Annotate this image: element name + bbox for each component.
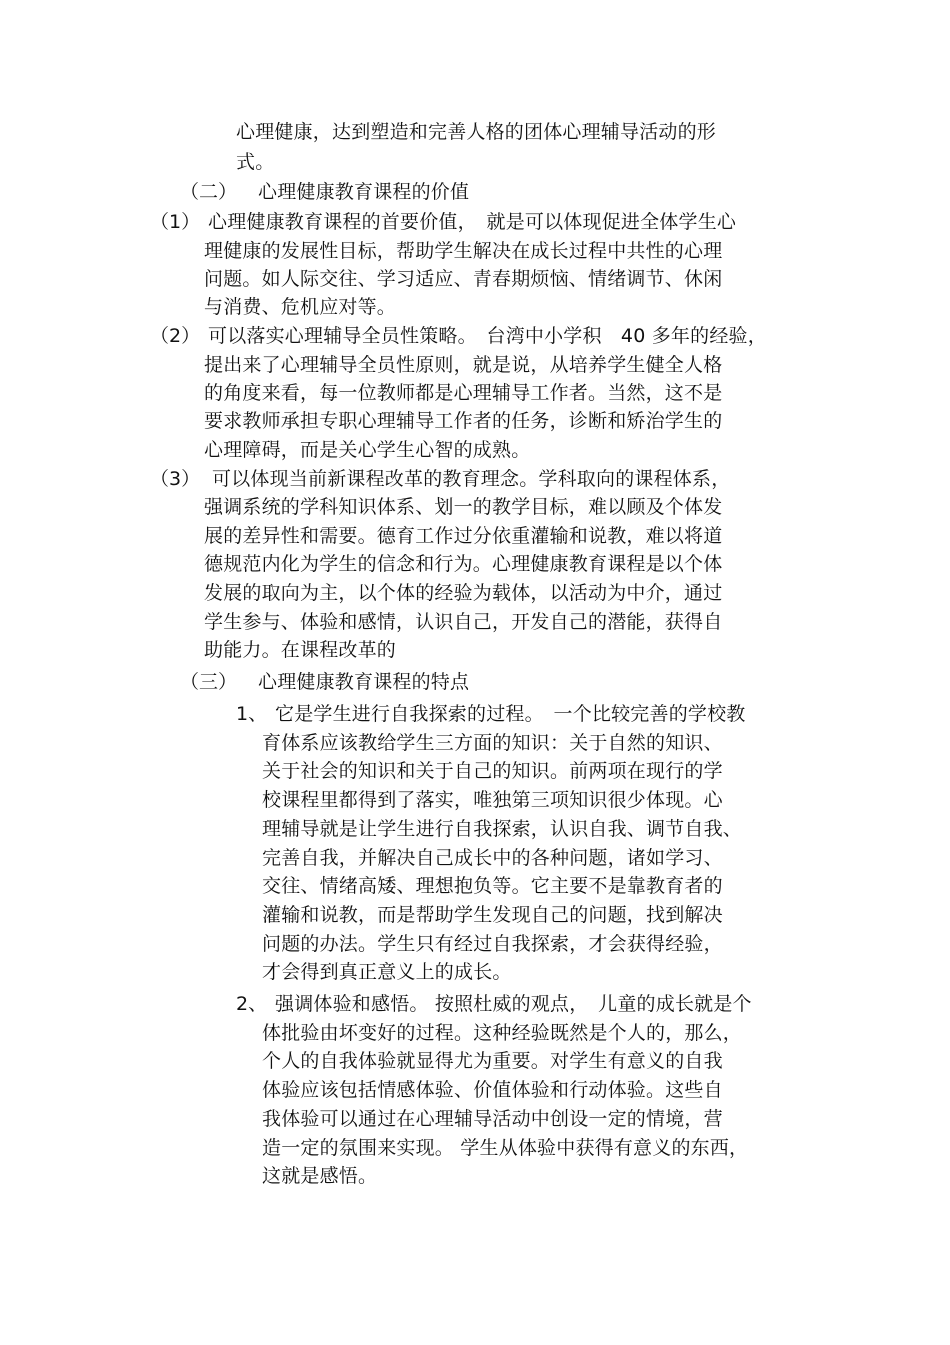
feature-1-line: 理辅导就是让学生进行自我探索，认识自我、调节自我、 xyxy=(262,818,743,840)
feature-1-line: 关于社会的知识和关于自己的知识。前两项在现行的学 xyxy=(262,760,723,782)
item-3-line: 德规范内化为学生的信念和行为。心理健康教育课程是以个体 xyxy=(204,553,723,575)
item-1-line: 理健康的发展性目标，帮助学生解决在成长过程中共性的心理 xyxy=(204,240,723,262)
feature-1-line: 完善自我，并解决自己成长中的各种问题，诸如学习、 xyxy=(262,847,723,869)
intro-line: 心理健康，达到塑造和完善人格的团体心理辅导活动的形 xyxy=(236,121,717,143)
item-3-line: 发展的取向为主，以个体的经验为载体，以活动为中介，通过 xyxy=(204,582,723,604)
item-1-line: 与消费、危机应对等。 xyxy=(204,296,397,318)
feature-1-marker: 1、 xyxy=(236,703,268,725)
feature-1-line: 育体系应该教给学生三方面的知识：关于自然的知识、 xyxy=(262,732,723,754)
item-3-line: 可以体现当前新课程改革的教育理念。学科取向的课程体系， xyxy=(212,468,731,490)
item-3-line: 助能力。在课程改革的 xyxy=(204,639,397,661)
feature-1-line: 它是学生进行自我探索的过程。 一个比较完善的学校教 xyxy=(275,703,746,725)
feature-1-line: 校课程里都得到了落实，唯独第三项知识很少体现。心 xyxy=(262,789,723,811)
section-3-marker: （三） xyxy=(180,671,238,693)
item-2-line: 可以落实心理辅导全员性策略。 台湾中小学积 40 多年的经验， xyxy=(208,325,767,347)
section-3-title: 心理健康教育课程的特点 xyxy=(258,671,470,693)
item-1-marker: （1） xyxy=(150,211,201,233)
item-2-marker: （2） xyxy=(150,325,201,347)
feature-2-line: 个人的自我体验就显得尤为重要。对学生有意义的自我 xyxy=(262,1050,723,1072)
item-1-line: 问题。如人际交往、学习适应、青春期烦恼、情绪调节、休闲 xyxy=(204,268,723,290)
item-2-line: 要求教师承担专职心理辅导工作者的任务，诊断和矫治学生的 xyxy=(204,410,723,432)
feature-1-line: 灌输和说教，而是帮助学生发现自己的问题，找到解决 xyxy=(262,904,723,926)
section-2-marker: （二） xyxy=(180,181,238,203)
item-2-line: 提出来了心理辅导全员性原则，就是说，从培养学生健全人格 xyxy=(204,354,723,376)
feature-2-marker: 2、 xyxy=(236,993,268,1015)
feature-1-line: 才会得到真正意义上的成长。 xyxy=(262,961,512,983)
item-3-line: 强调系统的学科知识体系、划一的教学目标，难以顾及个体发 xyxy=(204,496,723,518)
feature-2-line: 强调体验和感悟。 按照杜威的观点， 儿童的成长就是个 xyxy=(275,993,752,1015)
feature-2-line: 造一定的氛围来实现。 学生从体验中获得有意义的东西， xyxy=(262,1137,749,1159)
section-2-title: 心理健康教育课程的价值 xyxy=(258,181,470,203)
item-2-line: 心理障碍，而是关心学生心智的成熟。 xyxy=(204,439,531,461)
item-3-line: 学生参与、体验和感情，认识自己，开发自己的潜能，获得自 xyxy=(204,611,723,633)
feature-2-line: 我体验可以通过在心理辅导活动中创设一定的情境，营 xyxy=(262,1108,723,1130)
feature-2-line: 这就是感悟。 xyxy=(262,1165,378,1187)
feature-1-line: 问题的办法。学生只有经过自我探索，才会获得经验， xyxy=(262,933,723,955)
item-2-line: 的角度来看，每一位教师都是心理辅导工作者。当然，这不是 xyxy=(204,382,723,404)
feature-2-line: 体批验由坏变好的过程。这种经验既然是个人的，那么， xyxy=(262,1022,743,1044)
item-3-line: 展的差异性和需要。德育工作过分依重灌输和说教，难以将道 xyxy=(204,525,723,547)
item-1-line: 心理健康教育课程的首要价值， 就是可以体现促进全体学生心 xyxy=(208,211,737,233)
feature-2-line: 体验应该包括情感体验、价值体验和行动体验。这些自 xyxy=(262,1079,723,1101)
feature-1-line: 交往、情绪高矮、理想抱负等。它主要不是靠教育者的 xyxy=(262,875,723,897)
item-3-marker: （3） xyxy=(150,468,201,490)
intro-line: 式。 xyxy=(236,151,275,173)
